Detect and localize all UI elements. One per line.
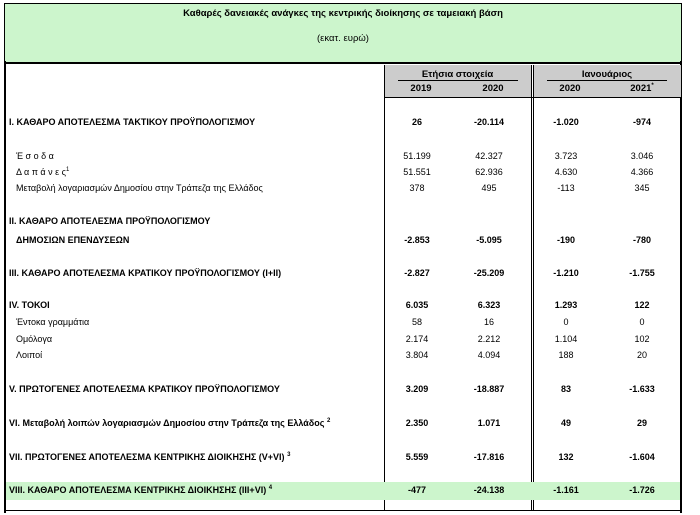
table-row <box>4 451 682 465</box>
row-label: Μεταβολή λογαριασμών Δημοσίου στην Τράπεζα της Ελλάδος <box>16 183 263 193</box>
cell: -1.633 <box>629 384 655 394</box>
cell: 3.723 <box>554 151 578 161</box>
cell: 4.366 <box>630 167 654 177</box>
cell: 29 <box>636 418 647 428</box>
row-label: Ομόλογα <box>16 334 53 344</box>
cell: -25.209 <box>473 268 505 278</box>
table-row <box>4 417 682 431</box>
row-label-text: VII. ΠΡΩΤΟΓΕΝΕΣ ΑΠΟΤΕΛΕΣΜΑ ΚΕΝΤΡΙΚΗΣ ΔΙΟΙΚΗΣΗΣ (V+VI) <box>9 452 285 462</box>
cell: -20.114 <box>473 117 505 127</box>
cell: 6.035 <box>405 300 429 310</box>
year-value: 2021 <box>630 83 652 95</box>
cell: 1.293 <box>554 300 578 310</box>
column-group-label: Ετήσια στοιχεία <box>421 69 494 80</box>
row-label: V. ΠΡΩΤΟΓΕΝΕΣ ΑΠΟΤΕΛΕΣΜΑ ΚΡΑΤΙΚΟΥ ΠΡΟΫΠΟΛΟΓΙΣΜΟΥ <box>9 384 280 394</box>
cell: 345 <box>634 183 650 193</box>
table-row <box>4 234 682 248</box>
footnote-mark: 4 <box>268 485 273 491</box>
cell: -5.095 <box>476 235 502 245</box>
cell: -24.138 <box>473 485 505 495</box>
table-unit: (εκατ. ευρώ) <box>317 33 369 44</box>
divider <box>4 510 682 511</box>
cell: 51.551 <box>403 167 431 177</box>
cell: -2.853 <box>404 235 430 245</box>
cell: -974 <box>632 117 651 127</box>
row-label-text: VIII. ΚΑΘΑΡΟ ΑΠΟΤΕΛΕΣΜΑ ΚΕΝΤΡΙΚΗΣ ΔΙΟΙΚΗΣΗΣ (III+VI) <box>9 485 267 495</box>
row-label: IV. ΤΟΚΟΙ <box>9 300 50 310</box>
table-row <box>4 166 682 180</box>
column-year <box>607 83 677 94</box>
cell: 49 <box>560 418 571 428</box>
cell: -780 <box>632 235 651 245</box>
cell: 6.323 <box>477 300 501 310</box>
cell: 378 <box>409 183 425 193</box>
row-label: II. ΚΑΘΑΡΟ ΑΠΟΤΕΛΕΣΜΑ ΠΡΟΫΠΟΛΟΓΙΣΜΟΥ <box>9 216 211 226</box>
table-row <box>4 215 682 229</box>
cell: 188 <box>558 350 574 360</box>
table-row <box>4 299 682 313</box>
footnote-mark: 3 <box>287 452 291 458</box>
cell: 122 <box>634 300 650 310</box>
cell: -190 <box>556 235 575 245</box>
cell: 0 <box>639 317 645 327</box>
cell: 495 <box>481 183 497 193</box>
cell: -477 <box>407 485 426 495</box>
cell: 51.199 <box>403 151 431 161</box>
column-group-label: Ιανουάριος <box>581 69 633 80</box>
cell: 102 <box>634 334 650 344</box>
divider <box>547 80 667 81</box>
cell: -113 <box>557 183 575 193</box>
cell: 0 <box>563 317 569 327</box>
cell: -17.816 <box>473 452 505 462</box>
row-label-text: VI. Μεταβολή λοιπών λογαριασμών Δημοσίου στην Τράπεζα της Ελλάδος <box>9 418 325 428</box>
column-year: 2020 <box>482 83 504 94</box>
cell: 2.350 <box>405 418 429 428</box>
cell: 3.209 <box>405 384 429 394</box>
cell: 5.559 <box>405 452 429 462</box>
cell: -1.755 <box>629 268 655 278</box>
row-label <box>9 452 290 462</box>
table-row <box>4 116 682 130</box>
table-row <box>4 150 682 164</box>
cell: 132 <box>558 452 574 462</box>
table-row <box>4 484 682 498</box>
table-row <box>4 267 682 281</box>
footnote-mark: 1 <box>65 167 70 173</box>
table-row <box>4 316 682 330</box>
cell: 2.174 <box>405 334 429 344</box>
divider <box>531 65 532 511</box>
year-mark: * <box>651 83 654 89</box>
cell: -1.161 <box>553 485 579 495</box>
row-label: Λοιποί <box>16 350 43 360</box>
cell: 2.212 <box>477 334 501 344</box>
row-label: I. ΚΑΘΑΡΟ ΑΠΟΤΕΛΕΣΜΑ ΤΑΚΤΙΚΟΥ ΠΡΟΫΠΟΛΟΓΙΣΜΟΥ <box>9 117 256 127</box>
cell: -1.020 <box>553 117 579 127</box>
table-header-box <box>4 3 682 63</box>
row-label-continued: ΔΗΜΟΣΙΩΝ ΕΠΕΝΔΥΣΕΩΝ <box>16 235 130 245</box>
cell: 3.046 <box>630 151 654 161</box>
row-label <box>16 167 69 177</box>
column-year: 2019 <box>410 83 432 94</box>
cell: 3.804 <box>405 350 429 360</box>
cell: -18.887 <box>473 384 505 394</box>
cell: 26 <box>411 117 422 127</box>
row-label: Έντοκα γραμμάτια <box>16 317 90 327</box>
table-title: Καθαρές δανειακές ανάγκες της κεντρικής διοίκησης σε ταμειακή βάση <box>183 8 503 19</box>
cell: 20 <box>636 350 647 360</box>
cell: 58 <box>411 317 422 327</box>
divider <box>4 62 682 64</box>
cell: 42.327 <box>475 151 503 161</box>
column-year: 2020 <box>559 83 581 94</box>
divider <box>398 80 518 81</box>
table-row <box>4 349 682 363</box>
row-label: Έ σ ο δ α <box>16 151 54 161</box>
row-label <box>9 485 272 495</box>
cell: 4.630 <box>554 167 578 177</box>
cell: 83 <box>560 384 571 394</box>
cell: 1.071 <box>477 418 501 428</box>
cell: 16 <box>483 317 494 327</box>
cell: -1.604 <box>629 452 655 462</box>
row-label <box>9 418 330 428</box>
cell: 1.104 <box>554 334 578 344</box>
table-row <box>4 333 682 347</box>
cell: 62.936 <box>475 167 503 177</box>
cell: -2.827 <box>404 268 430 278</box>
cell: -1.726 <box>629 485 655 495</box>
table-row <box>4 182 682 196</box>
column-group-annual <box>384 65 531 98</box>
divider <box>533 65 534 511</box>
row-label: III. ΚΑΘΑΡΟ ΑΠΟΤΕΛΕΣΜΑ ΚΡΑΤΙΚΟΥ ΠΡΟΫΠΟΛΟΓΙΣΜΟΥ (I+II) <box>9 268 282 278</box>
column-group-january <box>533 65 681 98</box>
cell: 4.094 <box>477 350 501 360</box>
footnote-mark: 2 <box>326 418 331 424</box>
row-label-text: Δ α π ά ν ε ς <box>16 167 66 177</box>
table-row <box>4 383 682 397</box>
cell: -1.210 <box>553 268 579 278</box>
divider <box>384 65 385 511</box>
table-frame <box>4 3 682 511</box>
